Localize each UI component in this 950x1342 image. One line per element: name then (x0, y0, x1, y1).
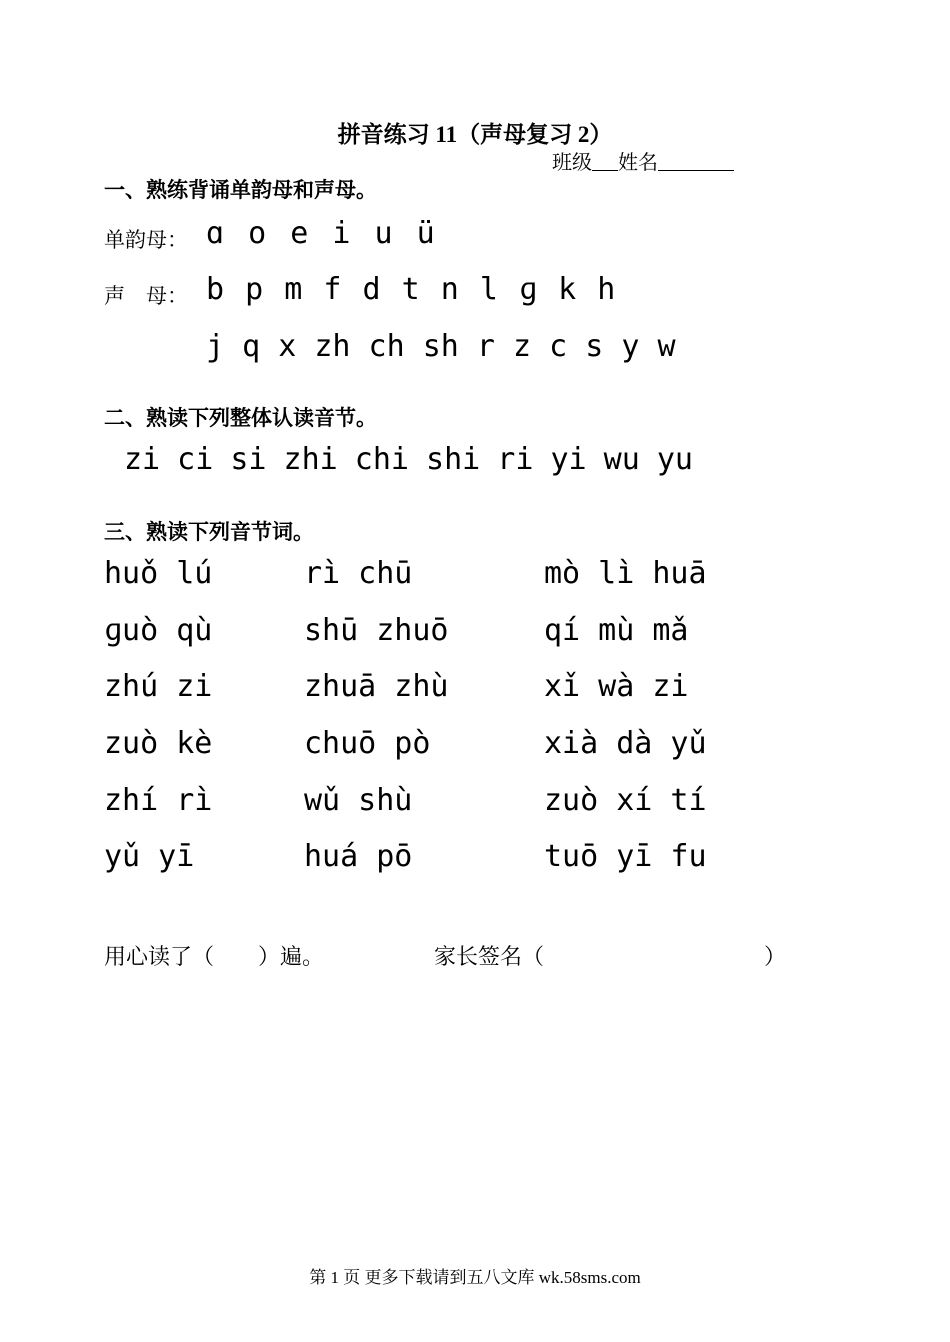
word-r2-c1: ɡuò qù (104, 613, 213, 648)
vowels-row: ɑ o e i u ü (206, 216, 435, 251)
initials-label: 声 母： (104, 284, 188, 308)
word-r1-c3: mò lì huā (544, 556, 707, 591)
word-r1-c1: huǒ lú (104, 556, 213, 591)
word-r5-c2: wǔ shù (304, 783, 413, 818)
class-name-line (552, 146, 734, 175)
word-r2-c2: shū zhuō (304, 613, 449, 648)
parent-signature-field[interactable]: 家长签名（ ） (434, 945, 787, 970)
word-r1-c2: rì chū (304, 556, 413, 591)
vowels-label: 单韵母： (104, 228, 188, 252)
word-r3-c2: zhuā zhù (304, 669, 449, 704)
class-blank (592, 152, 618, 171)
section1-heading: 一、熟练背诵单韵母和声母。 (104, 178, 377, 202)
syllables-row: zi ci si zhi chi shi ri yi wu yu (124, 442, 693, 477)
word-r2-c3: qí mù mǎ (544, 613, 689, 648)
section3-heading: 三、熟读下列音节词。 (104, 520, 314, 544)
word-r6-c2: huá pō (304, 839, 413, 874)
initials-row-1: b p m f d t n l ɡ k h (206, 272, 616, 307)
word-r3-c1: zhú zi (104, 669, 213, 704)
word-r4-c3: xià dà yǔ (544, 726, 707, 761)
read-times-field[interactable]: 用心读了（ ）遍。 (104, 945, 325, 970)
word-r4-c2: chuō pò (304, 726, 431, 761)
word-r5-c1: zhí rì (104, 783, 213, 818)
class-label: 班级 (552, 152, 592, 174)
page-title: 拼音练习 11（声母复习 2） (337, 122, 613, 147)
word-r5-c3: zuò xí tí (544, 783, 707, 818)
word-r6-c3: tuō yī fu (544, 839, 707, 874)
page-footer: 第 1 页 更多下载请到五八文库 wk.58sms.com (309, 1268, 641, 1287)
word-r3-c3: xǐ wà zi (544, 669, 689, 704)
word-r4-c1: zuò kè (104, 726, 213, 761)
section2-heading: 二、熟读下列整体认读音节。 (104, 406, 377, 430)
initials-row-2: j q x zh ch sh r z c s y w (206, 329, 676, 364)
name-blank (658, 152, 734, 171)
word-r6-c1: yǔ yī (104, 839, 195, 874)
name-label: 姓名 (618, 152, 658, 174)
